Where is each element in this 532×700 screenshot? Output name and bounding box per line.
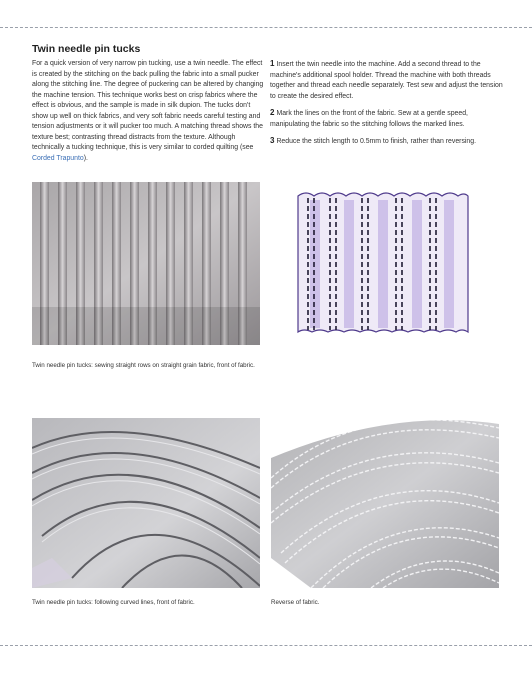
step-2 [270,108,506,130]
steps-list [270,59,506,154]
step-1 [270,59,506,102]
top-dashed-rule [0,27,532,28]
bottom-dashed-rule [0,645,532,646]
straight-tucks-photo [32,182,260,345]
intro-paragraph [32,59,264,164]
step-3 [270,136,506,148]
caption-straight-tucks: Twin needle pin tucks: sewing straight rows on straight grain fabric, front of fabric. [32,362,255,369]
step-text: Mark the lines on the front of the fabric. Sew at a gentle speed, manipulating the fabric so the stitching follows the marked lines. [270,110,468,128]
tuck-sketch-illustration [292,182,482,345]
step-number: 1 [270,59,275,68]
caption-curved-tucks: Twin needle pin tucks: following curved lines, front of fabric. [32,599,195,606]
curved-tucks-photo [32,418,260,588]
intro-text: For a quick version of very narrow pin tucking, use a twin needle. The effect is created by the stitching on the back pulling the fabric into a small pucker along the stitching line. The degree of puckering can be altered by changing the machine tension. This technique works best on crisp fabrics where the effect is obvious, and the sample is made in silk dupion. The tucks don't show up well on thick fabrics, and very soft fabric needs careful testing and tension adjustments or it will pucker too much. A matching thread shows the texture best; contrasting thread distracts from the texture. Although technically a tucking technique, this is very similar to corded quilting (see [32,60,264,151]
caption-reverse-fabric: Reverse of fabric. [271,599,320,606]
corded-trapunto-link[interactable]: Corded Trapunto [32,154,84,162]
intro-text-end: ). [83,154,88,162]
step-text: Reduce the stitch length to 0.5mm to finish, rather than reversing. [276,138,477,145]
reverse-fabric-photo [271,418,499,588]
step-text: Insert the twin needle into the machine. Add a second thread to the machine's additional spool holder. Thread the machine with both threads together and thread each needle separately. Test sew and adjust the tension to create the desired effect. [270,61,503,100]
section-heading: Twin needle pin tucks [32,43,141,55]
step-number: 2 [270,108,275,117]
step-number: 3 [270,136,275,145]
